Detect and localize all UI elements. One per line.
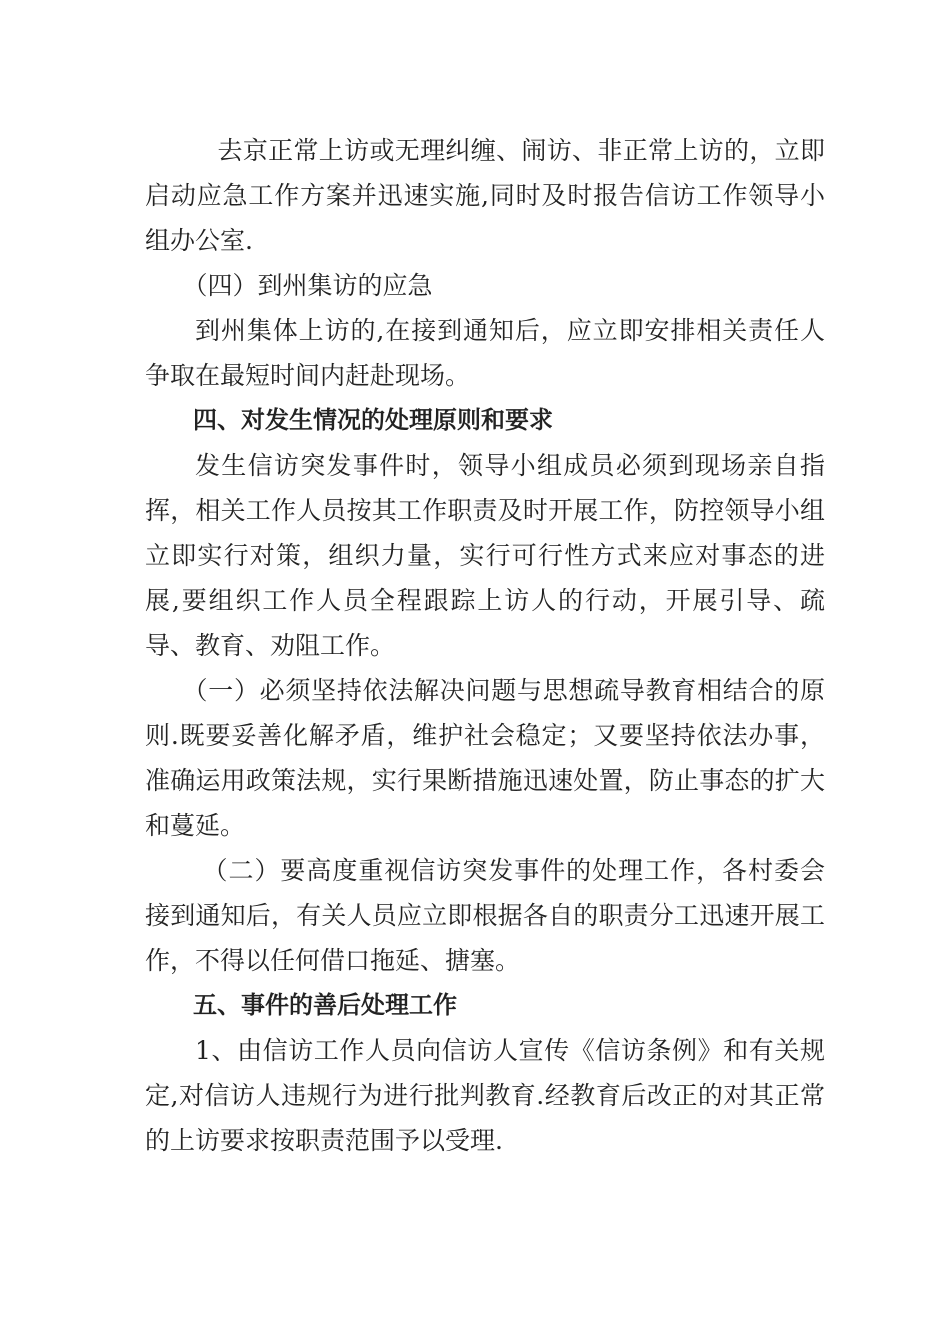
- section-heading-principles: 四、对发生情况的处理原则和要求: [193, 406, 553, 434]
- paragraph-aftermath-one: 1、由信访工作人员向信访人宣传《信访条例》和有关规定,对信访人违规行为进行批判教育.经教育后改正的对其正常的上访要求按职责范围予以受理.: [145, 1036, 825, 1155]
- paragraph-state-visit: 到州集体上访的,在接到通知后，应立即安排相关责任人争取在最短时间内赶赴现场。: [145, 316, 825, 390]
- section-heading-aftermath: 五、事件的善后处理工作: [193, 991, 457, 1019]
- subheading-state-visit: （四）到州集访的应急: [182, 271, 433, 300]
- paragraph-principle-two: （二）要高度重视信访突发事件的处理工作，各村委会接到通知后，有关人员应立即根据各自的职责分工迅速开展工作，不得以任何借口拖延、搪塞。: [145, 856, 825, 975]
- document-page: [145, 128, 825, 1163]
- paragraph-incident-response: 发生信访突发事件时，领导小组成员必须到现场亲自指挥，相关工作人员按其工作职责及时开展工作，防控领导小组立即实行对策，组织力量，实行可行性方式来应对事态的进展,要组织工作人员全程跟踪上访人的行动，开展引导、疏导、教育、劝阻工作。: [145, 451, 825, 660]
- paragraph-emergency-plan: 去京正常上访或无理纠缠、闹访、非正常上访的，立即启动应急工作方案并迅速实施,同时及时报告信访工作领导小组办公室.: [145, 136, 825, 255]
- paragraph-principle-one: （一）必须坚持依法解决问题与思想疏导教育相结合的原则.既要妥善化解矛盾，维护社会稳定；又要坚持依法办事，准确运用政策法规，实行果断措施迅速处置，防止事态的扩大和蔓延。: [145, 676, 825, 840]
